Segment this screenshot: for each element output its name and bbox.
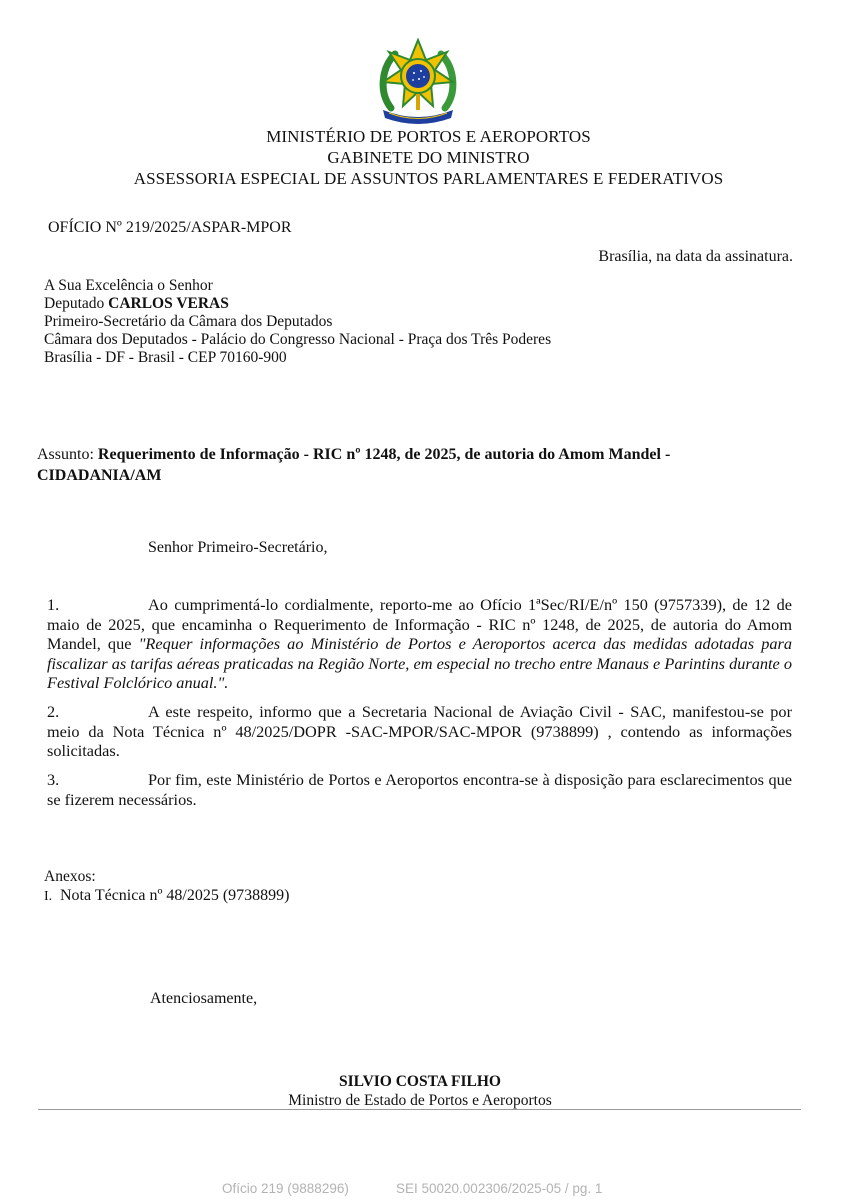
recipient-salutation: A Sua Excelência o Senhor — [44, 277, 213, 294]
footer-doc-ref: Ofício 219 (9888296) — [222, 1181, 349, 1196]
paragraph-text: A este respeito, informo que a Secretaria Nacional de Aviação Civil - SAC, manifestou-se por meio da Nota Técnica nº 48/2025/DOPR -SAC-MPOR/SAC-MPOR (9738899) , contendo as informações solicitadas. — [47, 702, 792, 760]
footer-divider — [38, 1109, 801, 1110]
greeting: Senhor Primeiro-Secretário, — [148, 539, 328, 556]
coat-of-arms-emblem — [373, 38, 463, 124]
signatory-role: Ministro de Estado de Portos e Aeroportos — [288, 1092, 552, 1109]
department-heading: ASSESSORIA ESPECIAL DE ASSUNTOS PARLAMENTARES E FEDERATIVOS — [133, 169, 724, 188]
paragraph-number: 2. — [47, 702, 60, 721]
subject-text: Requerimento de Informação - RIC nº 1248, de 2025, de autoria do Amom Mandel - CIDADANIA/AM — [37, 446, 671, 484]
recipient-name-line — [44, 295, 229, 313]
paragraph-number: 3. — [47, 770, 60, 789]
cabinet-heading: GABINETE DO MINISTRO — [327, 148, 530, 167]
subject-label: Assunto: — [37, 446, 98, 463]
signatory-name: SILVIO COSTA FILHO — [339, 1073, 501, 1090]
annex-item — [44, 886, 290, 906]
paragraph-3 — [47, 770, 792, 809]
recipient-address: Câmara dos Deputados - Palácio do Congresso Nacional - Praça dos Três Poderes — [44, 331, 552, 348]
recipient-title: Deputado — [44, 295, 109, 312]
paragraph-text: Por fim, este Ministério de Portos e Aeroportos encontra-se à disposição para esclarecimentos que se fizerem necessários. — [47, 770, 792, 809]
closing: Atenciosamente, — [150, 990, 258, 1007]
recipient-role: Primeiro-Secretário da Câmara dos Deputados — [44, 313, 333, 330]
annexes-label: Anexos: — [44, 868, 96, 885]
oficio-number: OFÍCIO Nº 219/2025/ASPAR-MPOR — [48, 219, 292, 236]
annex-roman: I. — [44, 889, 53, 904]
paragraph-text: Ao cumprimentá-lo cordialmente, reporto-me ao Ofício 1ªSec/RI/E/nº 150 (9757339), de 12 de maio de 2025, que encaminha o Requerimento de Informação - RIC nº 1248, de 2025, de autoria do Amom Mandel, que — [47, 595, 792, 653]
footer-sei-ref: SEI 50020.002306/2025-05 / pg. 1 — [396, 1181, 603, 1196]
ministry-heading: MINISTÉRIO DE PORTOS E AEROPORTOS — [266, 127, 591, 146]
paragraph-quote: "Requer informações ao Ministério de Portos e Aeroportos acerca das medidas adotadas para fiscalizar as tarifas aéreas praticadas na Região Norte, em especial no trecho entre Manaus e Parintins durante o Festival Folclórico anual.". — [47, 634, 792, 692]
annex-text: Nota Técnica nº 48/2025 (9738899) — [60, 887, 290, 904]
paragraph-1 — [47, 595, 792, 693]
place-date: Brasília, na data da assinatura. — [598, 248, 793, 265]
paragraph-number: 1. — [47, 595, 60, 614]
recipient-city: Brasília - DF - Brasil - CEP 70160-900 — [44, 349, 287, 366]
subject-line — [37, 444, 757, 486]
paragraph-2 — [47, 702, 792, 761]
recipient-name: CARLOS VERAS — [108, 295, 229, 312]
